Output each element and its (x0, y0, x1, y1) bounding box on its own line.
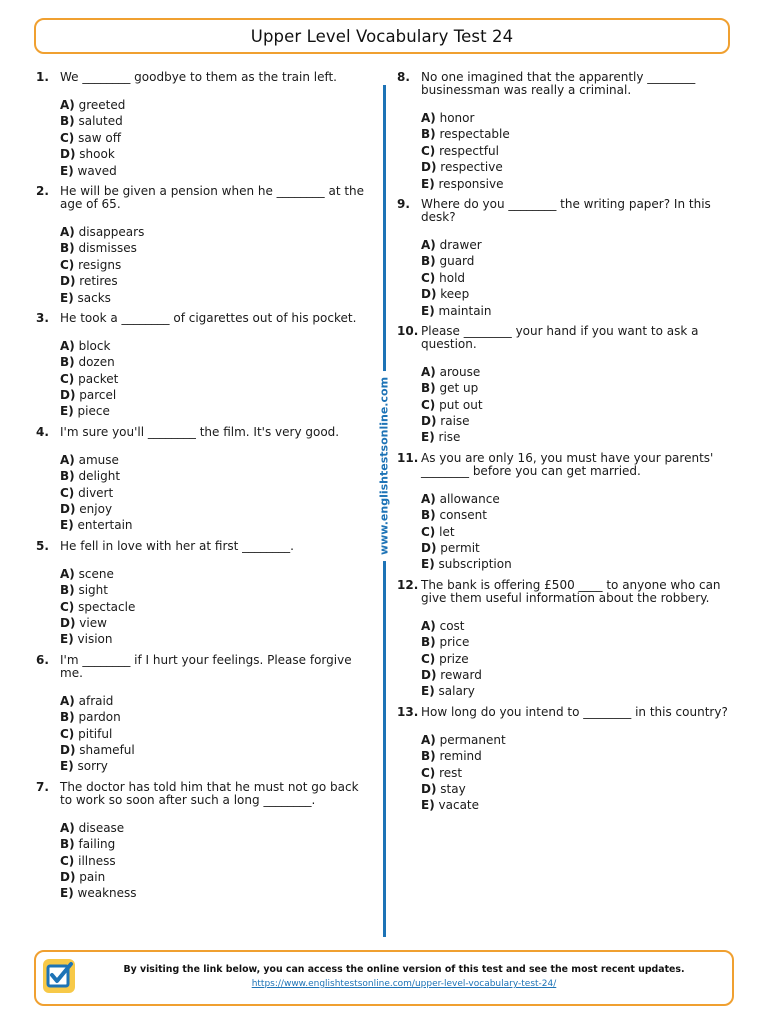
question-header (36, 185, 370, 211)
question-text: Where do you ________ the writing paper? In this desk? (421, 196, 711, 224)
question-item (397, 71, 733, 192)
option-letter: D) (60, 615, 76, 630)
answer-option (421, 413, 733, 429)
answer-option (421, 634, 733, 650)
question-item (36, 185, 370, 306)
option-letter: D) (421, 414, 437, 429)
option-text: salary (438, 684, 475, 699)
answer-option (60, 338, 370, 354)
answer-option (60, 485, 370, 501)
question-number: 3. (36, 310, 49, 325)
answer-option (60, 693, 370, 709)
option-text: drawer (439, 237, 482, 252)
option-text: guard (439, 254, 475, 269)
option-text: greeted (78, 98, 126, 112)
answer-options (36, 820, 370, 902)
option-letter: D) (421, 160, 437, 175)
answer-option (421, 429, 733, 445)
answer-option (421, 270, 733, 286)
answer-option (421, 159, 733, 175)
question-item (36, 540, 370, 648)
answer-option (60, 599, 370, 615)
option-letter: D) (421, 667, 437, 682)
option-text: disappears (78, 224, 145, 239)
answer-option (60, 566, 370, 582)
answer-option (60, 273, 370, 289)
option-text: sight (78, 583, 108, 598)
option-letter: D) (60, 742, 76, 757)
question-header (397, 71, 733, 97)
answer-option (60, 869, 370, 885)
question-number: 7. (36, 779, 49, 794)
option-letter: C) (421, 270, 436, 285)
option-text: spectacle (78, 599, 136, 614)
question-header (36, 654, 370, 680)
option-text: reward (440, 667, 482, 682)
answer-option (421, 380, 733, 396)
answer-option (421, 748, 733, 764)
answer-option (421, 491, 733, 507)
option-letter: E) (421, 557, 435, 572)
option-letter: E) (421, 176, 435, 191)
question-header (36, 426, 370, 439)
option-letter: E) (60, 632, 74, 647)
option-text: consent (439, 508, 487, 523)
question-item (397, 706, 733, 814)
question-number: 8. (397, 70, 410, 84)
option-letter: D) (421, 541, 437, 556)
option-letter: C) (60, 371, 75, 386)
question-header (397, 198, 733, 224)
answer-option (60, 885, 370, 901)
option-letter: C) (421, 651, 436, 666)
option-text: entertain (77, 518, 133, 533)
option-letter: D) (60, 388, 76, 403)
answer-option (421, 797, 733, 813)
option-text: cost (439, 618, 465, 633)
option-text: respective (440, 160, 503, 175)
answer-option (421, 667, 733, 683)
answer-option (60, 836, 370, 852)
question-header (397, 452, 733, 478)
option-letter: B) (60, 583, 75, 598)
left-question-column (36, 71, 370, 908)
option-text: allowance (439, 491, 500, 506)
option-letter: B) (60, 710, 75, 725)
option-text: get up (439, 381, 479, 396)
option-letter: C) (60, 853, 75, 868)
option-text: pain (79, 869, 106, 884)
question-item (36, 781, 370, 902)
option-text: maintain (438, 303, 492, 318)
answer-option (421, 683, 733, 699)
option-text: remind (439, 749, 482, 764)
option-text: sacks (77, 290, 111, 305)
answer-options (36, 224, 370, 306)
answer-option (60, 371, 370, 387)
option-text: subscription (438, 557, 512, 572)
question-text: As you are only 16, you must have your parents' ________ before you can get married. (421, 450, 714, 478)
option-text: shameful (79, 742, 135, 757)
option-letter: C) (421, 143, 436, 158)
footer-test-link[interactable]: https://www.englishtestsonline.com/upper-level-vocabulary-test-24/ (251, 979, 557, 989)
question-number: 12. (397, 577, 419, 592)
question-item (397, 198, 733, 319)
question-text: He took a ________ of cigarettes out of his pocket. (60, 310, 357, 325)
option-letter: A) (421, 732, 436, 747)
question-text: How long do you intend to ________ in this country? (421, 704, 728, 719)
option-text: shook (79, 147, 115, 162)
answer-options (36, 97, 370, 179)
side-url-watermark: www.englishtestsonline.com (378, 371, 391, 561)
answer-option (60, 224, 370, 240)
answer-options (397, 364, 733, 446)
option-letter: A) (421, 491, 436, 506)
option-text: dismisses (78, 241, 137, 256)
answer-options (397, 110, 733, 192)
option-text: responsive (438, 176, 504, 191)
option-letter: B) (421, 254, 436, 269)
question-text: We ________ goodbye to them as the train left. (60, 70, 337, 84)
option-letter: B) (60, 114, 75, 129)
answer-option (60, 403, 370, 419)
option-text: resigns (78, 257, 122, 272)
option-letter: D) (60, 502, 76, 517)
answer-option (421, 286, 733, 302)
option-letter: D) (421, 287, 437, 302)
option-text: view (79, 615, 107, 630)
answer-option (421, 237, 733, 253)
option-letter: A) (421, 237, 436, 252)
answer-options (397, 491, 733, 573)
question-text: I'm ________ if I hurt your feelings. Please forgive me. (60, 652, 352, 680)
option-text: hold (439, 270, 466, 285)
option-letter: D) (421, 781, 437, 796)
question-text: He will be given a pension when he ________ at the age of 65. (60, 183, 365, 211)
option-text: raise (440, 414, 470, 429)
answer-option (60, 742, 370, 758)
question-header (36, 312, 370, 325)
option-text: amuse (78, 452, 119, 467)
option-text: arouse (439, 364, 481, 379)
question-item (36, 71, 370, 179)
option-letter: C) (60, 130, 75, 145)
option-text: rest (439, 765, 463, 780)
question-item (397, 325, 733, 446)
answer-option (60, 631, 370, 647)
option-text: divert (78, 485, 114, 500)
option-letter: D) (60, 869, 76, 884)
option-letter: B) (421, 635, 436, 650)
option-text: permit (440, 541, 480, 556)
answer-option (60, 517, 370, 533)
option-letter: C) (60, 726, 75, 741)
option-text: afraid (78, 693, 114, 708)
right-question-column (397, 71, 733, 820)
question-text: The bank is offering £500 ____ to anyone who can give them useful information about the robbery. (421, 577, 721, 605)
option-text: packet (78, 371, 119, 386)
option-letter: E) (60, 759, 74, 774)
option-letter: B) (421, 127, 436, 142)
option-letter: E) (60, 163, 74, 178)
answer-option (421, 524, 733, 540)
option-text: price (439, 635, 470, 650)
question-item (397, 452, 733, 573)
question-number: 13. (397, 704, 419, 719)
option-letter: D) (60, 147, 76, 162)
option-text: rise (438, 430, 461, 445)
answer-option (60, 853, 370, 869)
answer-option (60, 257, 370, 273)
answer-option (60, 709, 370, 725)
option-letter: B) (60, 241, 75, 256)
answer-option (60, 354, 370, 370)
option-text: vacate (438, 798, 480, 813)
answer-options (36, 566, 370, 648)
answer-option (60, 387, 370, 403)
option-text: parcel (79, 388, 117, 403)
option-text: piece (77, 404, 110, 419)
answer-option (60, 113, 370, 129)
answer-options (397, 732, 733, 814)
question-header (36, 540, 370, 553)
option-letter: A) (60, 693, 75, 708)
option-letter: D) (60, 274, 76, 289)
answer-option (421, 397, 733, 413)
answer-options (36, 452, 370, 534)
answer-option (421, 507, 733, 523)
question-text: I'm sure you'll ________ the film. It's very good. (60, 424, 340, 439)
answer-options (36, 338, 370, 420)
option-letter: A) (421, 618, 436, 633)
question-number: 1. (36, 70, 49, 84)
answer-options (397, 237, 733, 319)
option-text: retires (79, 274, 118, 289)
answer-option (421, 253, 733, 269)
option-letter: B) (421, 508, 436, 523)
answer-option (60, 290, 370, 306)
option-text: pardon (78, 710, 121, 725)
option-letter: A) (60, 820, 75, 835)
option-text: put out (439, 397, 483, 412)
option-letter: A) (60, 566, 75, 581)
option-text: waved (77, 163, 117, 178)
answer-option (421, 364, 733, 380)
option-letter: B) (60, 355, 75, 370)
answer-option (60, 163, 370, 179)
question-text: The doctor has told him that he must not go back to work so soon after such a long ________. (60, 779, 359, 807)
option-text: enjoy (79, 502, 113, 517)
question-item (36, 312, 370, 420)
option-letter: A) (60, 98, 75, 112)
answer-options (36, 693, 370, 775)
question-header (397, 579, 733, 605)
answer-option (421, 651, 733, 667)
option-letter: A) (60, 338, 75, 353)
option-letter: A) (60, 452, 75, 467)
option-letter: C) (60, 257, 75, 272)
answer-option (60, 501, 370, 517)
option-text: sorry (77, 759, 108, 774)
option-letter: A) (60, 224, 75, 239)
question-header (397, 706, 733, 719)
option-text: disease (78, 820, 125, 835)
footer-notice: By visiting the link below, you can access the online version of this test and see the most recent updates. (123, 964, 685, 975)
option-text: scene (78, 566, 114, 581)
option-text: respectful (439, 143, 499, 158)
page-title: Upper Level Vocabulary Test 24 (250, 26, 514, 46)
answer-option (60, 726, 370, 742)
answer-option (421, 126, 733, 142)
option-text: permanent (439, 732, 506, 747)
question-number: 9. (397, 196, 410, 211)
option-text: saluted (78, 114, 123, 129)
option-text: honor (439, 111, 475, 125)
answer-option (421, 143, 733, 159)
question-item (36, 426, 370, 534)
option-text: dozen (78, 355, 115, 370)
footer-box (34, 950, 734, 1006)
answer-option (60, 820, 370, 836)
option-text: vision (77, 632, 113, 647)
option-letter: B) (60, 837, 75, 852)
option-letter: E) (421, 798, 435, 813)
question-number: 10. (397, 323, 419, 338)
answer-option (421, 540, 733, 556)
option-text: prize (439, 651, 469, 666)
option-text: illness (78, 853, 116, 868)
question-item (36, 654, 370, 775)
option-letter: E) (421, 430, 435, 445)
question-number: 4. (36, 424, 49, 439)
answer-option (421, 110, 733, 126)
answer-option (421, 732, 733, 748)
option-letter: C) (421, 397, 436, 412)
answer-option (421, 618, 733, 634)
option-text: delight (78, 469, 121, 484)
question-number: 6. (36, 652, 49, 667)
answer-option (60, 615, 370, 631)
answer-option (60, 758, 370, 774)
option-letter: E) (60, 886, 74, 901)
option-letter: E) (421, 684, 435, 699)
answer-option (421, 556, 733, 572)
question-text: No one imagined that the apparently ________ businessman was really a criminal. (421, 70, 696, 97)
answer-option (60, 452, 370, 468)
answer-option (421, 781, 733, 797)
option-letter: B) (421, 749, 436, 764)
title-box (34, 18, 730, 54)
option-letter: B) (421, 381, 436, 396)
answer-option (421, 765, 733, 781)
option-letter: C) (60, 599, 75, 614)
question-header (36, 71, 370, 84)
answer-option (60, 146, 370, 162)
option-text: pitiful (78, 726, 113, 741)
question-text: He fell in love with her at first ________. (60, 538, 294, 553)
option-letter: A) (421, 111, 436, 125)
option-letter: E) (421, 303, 435, 318)
option-letter: A) (421, 364, 436, 379)
answer-option (60, 130, 370, 146)
option-letter: C) (421, 524, 436, 539)
answer-option (60, 240, 370, 256)
question-number: 2. (36, 183, 49, 198)
option-letter: C) (421, 765, 436, 780)
answer-option (421, 303, 733, 319)
option-letter: E) (60, 290, 74, 305)
option-letter: C) (60, 485, 75, 500)
option-text: let (439, 524, 455, 539)
option-text: weakness (77, 886, 137, 901)
option-text: saw off (78, 130, 121, 145)
option-text: stay (440, 781, 466, 796)
option-text: block (78, 338, 111, 353)
answer-options (397, 618, 733, 700)
answer-option (60, 582, 370, 598)
option-letter: E) (60, 404, 74, 419)
option-letter: B) (60, 469, 75, 484)
answer-option (421, 176, 733, 192)
question-number: 11. (397, 450, 419, 465)
question-number: 5. (36, 538, 49, 553)
option-letter: E) (60, 518, 74, 533)
question-item (397, 579, 733, 700)
answer-option (60, 97, 370, 113)
question-header (36, 781, 370, 807)
answer-option (60, 468, 370, 484)
option-text: keep (440, 287, 470, 302)
question-header (397, 325, 733, 351)
option-text: respectable (439, 127, 510, 142)
checkbox-check-icon (42, 958, 76, 994)
question-text: Please ________ your hand if you want to ask a question. (421, 323, 699, 351)
option-text: failing (78, 837, 116, 852)
